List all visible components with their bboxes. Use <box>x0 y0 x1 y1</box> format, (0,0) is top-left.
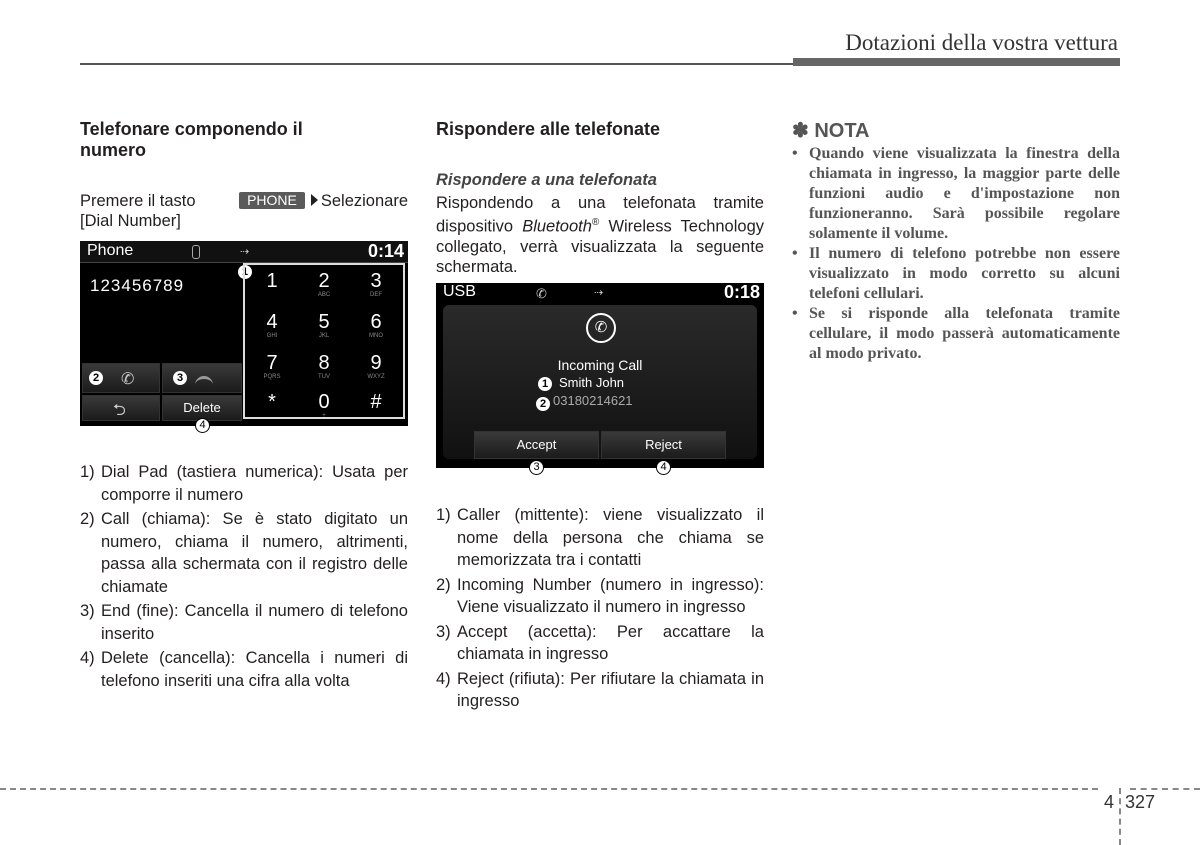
dial-key-digit: * <box>268 391 276 413</box>
chapter-number: 4 <box>1104 792 1115 812</box>
dial-key-digit: 4 <box>266 311 278 333</box>
note-text: Il numero di telefono potrebbe non essere visualizzato in modo corretto su alcuni telefoni cellulari. <box>809 245 1120 302</box>
delete-button[interactable]: Delete <box>162 395 242 421</box>
dial-key-digit: 2 <box>318 270 330 292</box>
note-text: Quando viene visualizzata la finestra della chiamata in ingresso, la maggior parte delle funzioni audio e d'impostazione non funzioneranno. Sarà possibile regolare solamente il volume. <box>809 145 1120 242</box>
callout-4: 4 <box>195 418 210 433</box>
dial-key[interactable] <box>350 391 402 413</box>
item-text: Reject (rifiuta): Per rifiutare la chiamata in ingresso <box>457 669 764 710</box>
header-bar <box>793 58 1120 66</box>
item-text: Delete (cancella): Cancella i numeri di telefono inseriti una cifra alla volta <box>101 649 408 690</box>
heading-line: Telefonare componendo il <box>80 119 303 139</box>
phone-ring-icon: ✆ <box>586 313 616 343</box>
list-item <box>436 621 764 666</box>
dial-key-letters: + <box>322 413 326 419</box>
dial-key-digit: 3 <box>370 270 382 292</box>
footer-dashed-rule <box>1130 788 1200 790</box>
section-heading-dial <box>80 119 410 161</box>
phone-dial-screen <box>80 241 408 426</box>
note-list <box>792 144 1120 364</box>
item-number: 4) <box>436 669 451 688</box>
caller-name: Smith John <box>559 375 625 390</box>
screen-clock: 0:14 <box>367 241 404 261</box>
item-text: Accept (accetta): Per accattare la chiamata in ingresso <box>457 622 764 663</box>
dial-key[interactable] <box>298 270 350 299</box>
page-header-title: Dotazioni della vostra vettura <box>845 30 1118 55</box>
dial-key-letters: JKL <box>318 333 330 339</box>
reject-button[interactable]: Reject <box>601 431 726 459</box>
bullet: • <box>792 145 798 162</box>
dial-key-digit: # <box>370 391 382 413</box>
item-number: 3) <box>436 622 451 641</box>
callout-1: 1 <box>238 265 252 279</box>
item-number: 1) <box>436 506 451 524</box>
screen-clock: 0:18 <box>723 283 760 302</box>
callout-3: 3 <box>529 460 544 475</box>
bullet: • <box>792 245 798 262</box>
item-number: 4) <box>80 649 95 667</box>
phone-status-icon: ✆ <box>536 286 547 301</box>
arrow-right-icon <box>311 194 318 206</box>
item-number: 1) <box>80 463 95 481</box>
phone-key-label: PHONE <box>239 192 305 209</box>
dial-key[interactable] <box>298 391 350 420</box>
dial-key[interactable] <box>246 311 298 340</box>
dialed-number: 123456789 <box>90 276 185 295</box>
dial-key-digit: 0 <box>318 391 330 413</box>
item-number: 2) <box>436 575 451 594</box>
dial-key[interactable] <box>298 311 350 340</box>
section-heading-answer: Rispondere alle telefonate <box>436 119 661 139</box>
screen-source: USB <box>443 283 476 300</box>
dial-key[interactable] <box>298 352 350 381</box>
item-number: 3) <box>80 602 95 620</box>
instruction-text: Premere il tasto <box>80 192 196 210</box>
dial-key-letters: ABC <box>317 292 331 298</box>
callout-3: 3 <box>173 371 187 385</box>
instruction-text: Selezionare <box>320 192 408 210</box>
dial-key-letters: TUV <box>318 374 330 380</box>
dial-key[interactable] <box>246 352 298 381</box>
list-item <box>80 647 408 692</box>
item-text: Incoming Number (numero in ingresso): Viene visualizzato il numero in ingresso <box>457 575 764 616</box>
item-text: Dial Pad (tastiera numerica): Usata per comporre il numero <box>101 463 408 504</box>
dial-legend-list <box>80 461 408 694</box>
hang-up-icon <box>195 376 213 385</box>
dial-key-letters: MNO <box>369 333 383 339</box>
dial-key[interactable] <box>350 311 402 340</box>
dial-key-letters: WXYZ <box>367 374 385 380</box>
subheading-answer-call: Rispondere a una telefonata <box>436 171 657 189</box>
dial-key-letters: GHI <box>266 333 278 339</box>
item-number: 2) <box>80 510 95 528</box>
callout-2: 2 <box>536 397 550 411</box>
heading-line: numero <box>80 140 147 160</box>
dial-key-letters: PQRS <box>263 374 281 380</box>
end-button[interactable] <box>162 363 242 393</box>
note-title: ✽ NOTA <box>792 120 870 142</box>
dial-key-digit: 7 <box>266 352 278 374</box>
dial-key-digit: 8 <box>318 352 330 374</box>
dial-key-digit: 6 <box>370 311 382 333</box>
footer-dashed-rule <box>0 788 1098 790</box>
phone-call-icon: ✆ <box>121 371 135 388</box>
dial-key-digit: 9 <box>370 352 382 374</box>
bluetooth-brand: Bluetooth <box>522 217 592 236</box>
instruction-text: [Dial Number] <box>80 212 181 230</box>
list-item <box>80 461 408 506</box>
registered-mark: ® <box>591 217 600 228</box>
incoming-legend-list <box>436 504 764 715</box>
list-item <box>436 668 764 713</box>
usb-icon: ⇢ <box>594 287 604 299</box>
callout-4: 4 <box>656 460 671 475</box>
back-arrow-icon: ⮌ <box>113 402 126 419</box>
para-text: Rispondendo a una telefonata tramite dispositivo <box>436 194 764 236</box>
dial-instructions <box>80 191 408 231</box>
note-item <box>792 304 1120 364</box>
page-number: 327 <box>1125 792 1156 812</box>
dial-key[interactable] <box>350 270 402 299</box>
dial-key[interactable] <box>246 270 298 292</box>
item-text: Call (chiama): Se è stato digitato un numero, chiama il numero, altrimenti, passa alla schermata con il registro delle chiamate <box>101 510 408 596</box>
header-rule <box>80 63 795 65</box>
list-item <box>80 600 408 645</box>
list-item <box>80 508 408 598</box>
accept-button[interactable]: Accept <box>474 431 599 459</box>
dial-key-digit: 5 <box>318 311 330 333</box>
note-item <box>792 244 1120 304</box>
para-text: Wireless Technology collegato, verrà visualizzata la seguente schermata. <box>436 217 764 276</box>
bluetooth-icon <box>192 245 200 259</box>
item-text: Caller (mittente): viene visualizzato il nome della persona che chiama se memorizzata tra i contatti <box>457 506 764 569</box>
note-text: Se si risponde alla telefonata tramite cellulare, il modo passerà automaticamente al modo privato. <box>809 305 1120 362</box>
call-status: Incoming Call <box>557 357 643 373</box>
dial-key[interactable] <box>350 352 402 381</box>
item-text: End (fine): Cancella il numero di telefono inserito <box>101 602 408 643</box>
dial-key-letters: DEF <box>370 292 382 298</box>
callout-2: 2 <box>89 371 103 385</box>
list-item <box>436 504 764 572</box>
screen-title: Phone <box>87 242 134 259</box>
incoming-number: 03180214621 <box>553 393 633 408</box>
note-item <box>792 144 1120 244</box>
footer-divider <box>1119 788 1121 845</box>
bullet: • <box>792 305 798 322</box>
callout-1: 1 <box>538 377 552 391</box>
call-button[interactable] <box>82 363 160 393</box>
usb-icon: ⇢ <box>240 246 250 258</box>
answer-paragraph <box>436 193 764 277</box>
list-item <box>436 574 764 619</box>
back-button[interactable] <box>82 395 160 421</box>
dial-key-digit: 1 <box>266 270 278 292</box>
incoming-call-screen <box>436 283 764 468</box>
dial-key[interactable] <box>246 391 298 413</box>
